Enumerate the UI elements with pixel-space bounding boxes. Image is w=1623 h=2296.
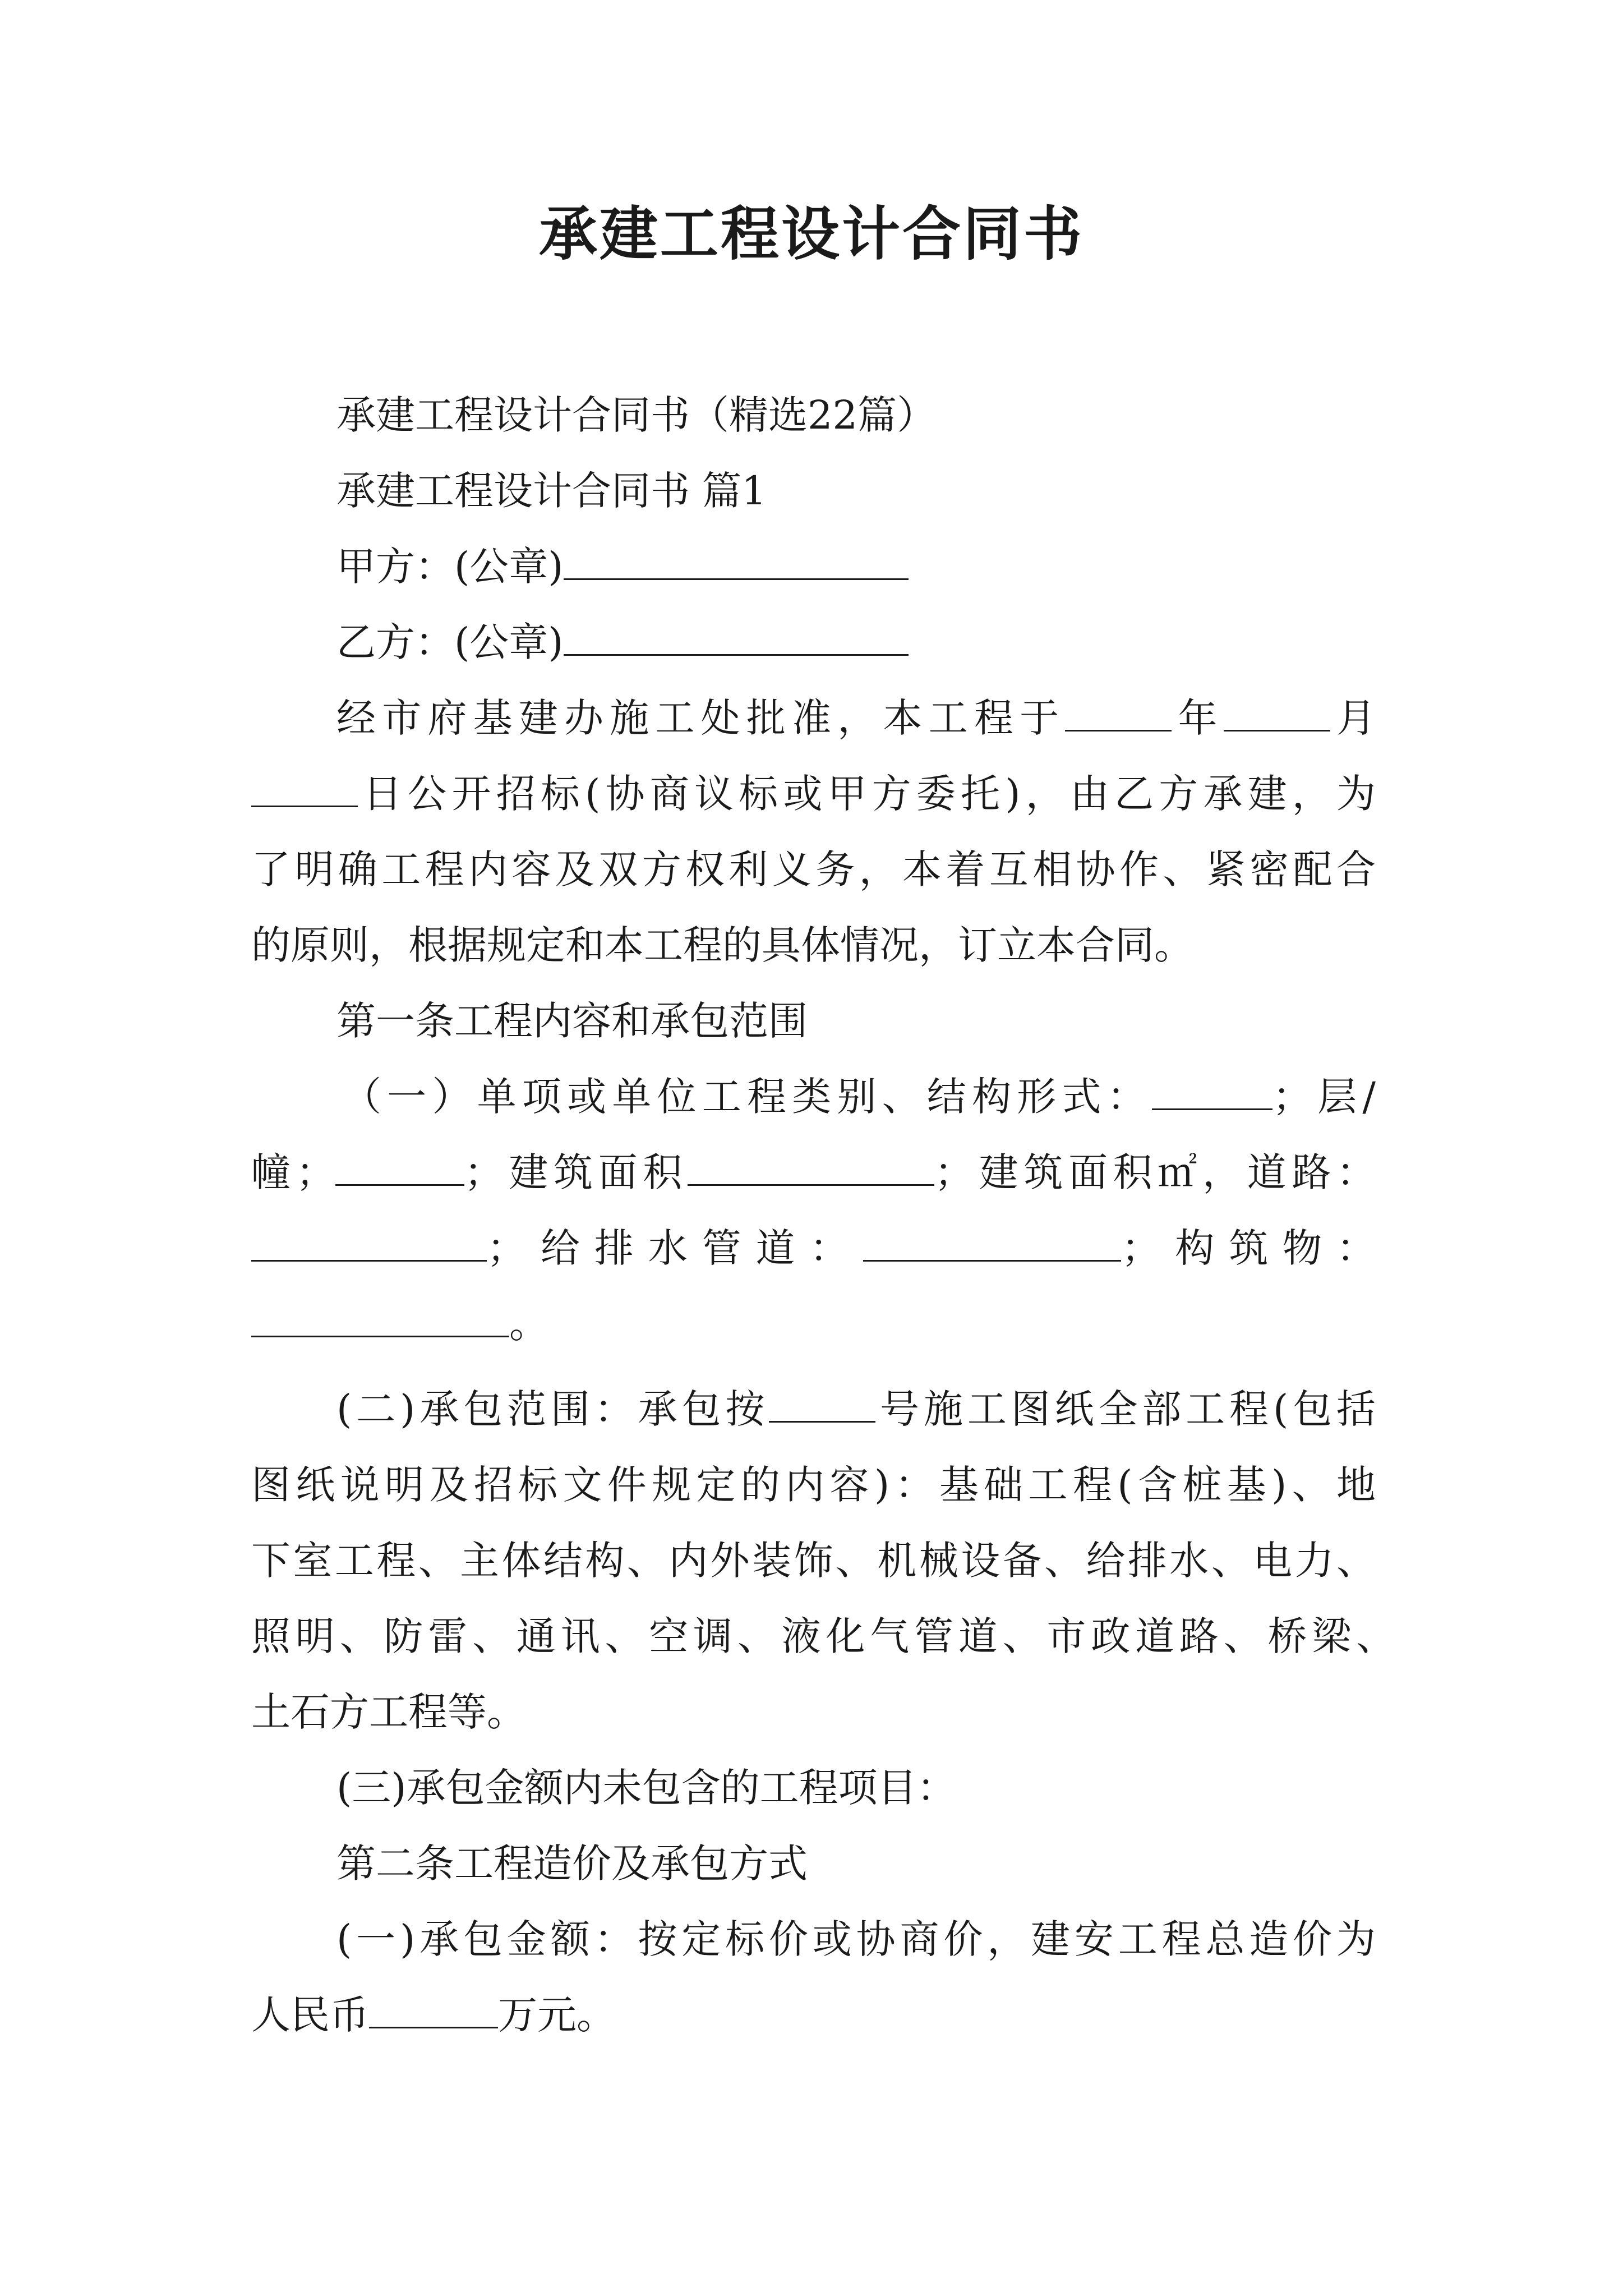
article1-item2-line4: 照明、防雷、通讯、空调、液化气管道、市政道路、桥梁、: [251, 1613, 1395, 1659]
section-heading: 承建工程设计合同书 篇1: [336, 468, 767, 514]
article1-item2-line2: 图纸说明及招标文件规定的内容)：基础工程(含桩基)、地: [251, 1462, 1376, 1508]
drawing-number-blank: [769, 1386, 875, 1423]
pipe-blank: [863, 1225, 1121, 1262]
party-a-blank: [564, 544, 909, 580]
article1-item1-line2: 幢； ；建筑面积 ；建筑面积㎡，道路：: [251, 1149, 1376, 1195]
intro-line-3: 了明确工程内容及双方权利义务，本着互相协作、紧密配合: [251, 846, 1376, 892]
year-blank: [1065, 695, 1172, 731]
intro-line-4: 的原则，根据规定和本工程的具体情况，订立本合同。: [251, 922, 1193, 968]
article1-heading: 第一条工程内容和承包范围: [336, 998, 808, 1044]
intro-line-1: 经市府基建办施工处批准，本工程于 年 月: [336, 695, 1376, 741]
article1-item1-line3: ；给排水管道： ；构筑物：: [251, 1225, 1376, 1272]
article1-item2-line5: 土石方工程等。: [251, 1689, 526, 1735]
party-b-line: [336, 619, 909, 666]
month-blank: [1224, 695, 1330, 731]
intro-line-2: 日公开招标(协商议标或甲方委托)，由乙方承建，为: [251, 770, 1376, 817]
article1-item1-line4: 。: [251, 1300, 548, 1347]
article2-item1-line1: (一)承包金额：按定标价或协商价，建安工程总造价为: [336, 1916, 1376, 1962]
party-a-line: [336, 543, 909, 590]
party-b-blank: [564, 619, 909, 656]
structure-blank: [1152, 1074, 1272, 1110]
day-blank: [251, 771, 358, 807]
article1-item2-line1: (二)承包范围：承包按 号施工图纸全部工程(包括: [336, 1386, 1376, 1432]
area-blank: [688, 1149, 934, 1186]
article1-item2-line3: 下室工程、主体结构、内外装饰、机械设备、给排水、电力、: [251, 1538, 1376, 1584]
article2-heading: 第二条工程造价及承包方式: [336, 1841, 808, 1887]
amount-blank: [369, 1992, 498, 2028]
party-a-label: 甲方：(公章): [336, 544, 564, 590]
subtitle: 承建工程设计合同书（精选22篇）: [336, 392, 937, 438]
article1-item3: (三)承包金额内未包含的工程项目：: [336, 1765, 956, 1811]
party-b-label: 乙方：(公章): [336, 619, 564, 665]
document-title: 承建工程设计合同书: [538, 199, 1084, 268]
article2-item1-line2: 人民币 万元。: [251, 1992, 616, 2038]
building-blank: [335, 1149, 464, 1186]
article1-item1-line1: （一）单项或单位工程类别、结构形式： ；层/: [342, 1074, 1376, 1120]
road-blank: [251, 1225, 487, 1262]
structure-works-blank: [251, 1301, 509, 1337]
